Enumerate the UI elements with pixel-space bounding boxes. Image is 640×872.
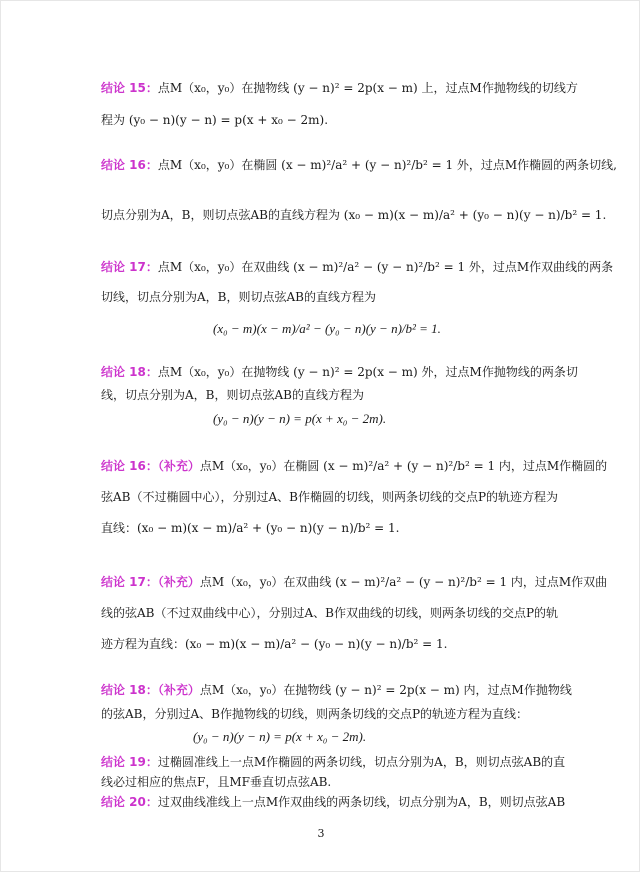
conclusion-20: [101, 793, 565, 811]
conclusion-16-supplement-line2: [101, 488, 558, 506]
conclusion-label: 结论 16：（补充）: [101, 459, 200, 473]
conclusion-text: 点M（x₀，y₀）在双曲线 (x − m)²/a² − (y − n)²/b² = 1 外，过点M作双曲线的两条: [157, 260, 614, 274]
conclusion-17: [101, 258, 613, 276]
conclusion-16: [101, 156, 617, 174]
conclusion-label: 结论 15：: [101, 81, 158, 95]
conclusion-label: 结论 18：: [101, 365, 158, 379]
conclusion-16-supplement-line3: [101, 519, 399, 537]
conclusion-text: 切点分别为A，B，则切点弦AB的直线方程为 (x₀ − m)(x − m)/a² + (y₀ − n)(y − n)/b² = 1.: [101, 208, 607, 222]
conclusion-text: 点M（x₀，y₀）在椭圆 (x − m)²/a² + (y − n)²/b² = 1 外，过点M作椭圆的两条切线,: [157, 158, 617, 172]
conclusion-label: 结论 20：: [101, 795, 158, 809]
conclusion-18: [101, 363, 578, 381]
conclusion-18-supplement: [101, 681, 572, 699]
conclusion-text: 过椭圆准线上一点M作椭圆的两条切线，切点分别为A，B，则切点弦AB的直: [157, 755, 566, 769]
equation: (x₀ − m)(x − m)/a² − (y₀ − n)(y − n)/b² = 1.: [213, 321, 441, 336]
conclusion-18-equation: [213, 411, 386, 427]
conclusion-text: 线，切点分别为A，B，则切点弦AB的直线方程为: [101, 388, 364, 402]
conclusion-label: 结论 19：: [101, 755, 158, 769]
conclusion-text: 点M（x₀，y₀）在双曲线 (x − m)²/a² − (y − n)²/b² = 1 内，过点M作双曲: [199, 575, 608, 589]
conclusion-label: 结论 18：（补充）: [101, 683, 200, 697]
conclusion-text: 点M（x₀，y₀）在抛物线 (y − n)² = 2p(x − m) 外，过点M作抛物线的两条切: [157, 365, 578, 379]
conclusion-text: 线的弦AB（不过双曲线中心），分别过A、B作双曲线的切线，则两条切线的交点P的轨: [101, 606, 559, 620]
conclusion-17-equation: [213, 321, 441, 337]
conclusion-text: 程为 (y₀ − n)(y − n) = p(x + x₀ − 2m).: [101, 113, 329, 127]
conclusion-label: 结论 16：: [101, 158, 158, 172]
conclusion-text: 点M（x₀，y₀）在抛物线 (y − n)² = 2p(x − m) 内，过点M作抛物线: [199, 683, 572, 697]
conclusion-19-line2: [101, 773, 331, 791]
conclusion-text: 线必过相应的焦点F，且MF垂直切点弦AB.: [101, 775, 332, 789]
conclusion-15-line2: [101, 111, 328, 129]
conclusion-text: 点M（x₀，y₀）在抛物线 (y − n)² = 2p(x − m) 上，过点M作抛物线的切线方: [157, 81, 578, 95]
conclusion-17-supplement-line3: [101, 635, 447, 653]
conclusion-label: 结论 17：（补充）: [101, 575, 200, 589]
conclusion-17-line2: [101, 288, 376, 306]
conclusion-text: 的弦AB，分别过A、B作抛物线的切线，则两条切线的交点P的轨迹方程为直线：: [101, 707, 529, 721]
conclusion-16-line2: [101, 206, 606, 224]
conclusion-label: 结论 17：: [101, 260, 158, 274]
conclusion-text: 过双曲线准线上一点M作双曲线的两条切线，切点分别为A，B，则切点弦AB: [157, 795, 566, 809]
conclusion-18-line2: [101, 386, 364, 404]
conclusion-18-supplement-equation: [193, 729, 366, 745]
conclusion-text: 直线：(x₀ − m)(x − m)/a² + (y₀ − n)(y − n)/b² = 1.: [101, 521, 400, 535]
conclusion-17-supplement-line2: [101, 604, 558, 622]
conclusion-19: [101, 753, 565, 771]
conclusion-text: 弦AB（不过椭圆中心），分别过A、B作椭圆的切线，则两条切线的交点P的轨迹方程为: [101, 490, 559, 504]
equation: (y₀ − n)(y − n) = p(x + x₀ − 2m).: [213, 411, 387, 426]
page-number: 3: [317, 827, 325, 840]
equation: (y₀ − n)(y − n) = p(x + x₀ − 2m).: [193, 729, 367, 744]
conclusion-text: 迹方程为直线：(x₀ − m)(x − m)/a² − (y₀ − n)(y − n)/b² = 1.: [101, 637, 448, 651]
conclusion-text: 点M（x₀，y₀）在椭圆 (x − m)²/a² + (y − n)²/b² = 1 内，过点M作椭圆的: [199, 459, 608, 473]
conclusion-16-supplement: [101, 457, 607, 475]
conclusion-15: [101, 79, 578, 97]
conclusion-text: 切线，切点分别为A，B，则切点弦AB的直线方程为: [101, 290, 376, 304]
conclusion-18-supplement-line2: [101, 705, 528, 723]
conclusion-17-supplement: [101, 573, 607, 591]
